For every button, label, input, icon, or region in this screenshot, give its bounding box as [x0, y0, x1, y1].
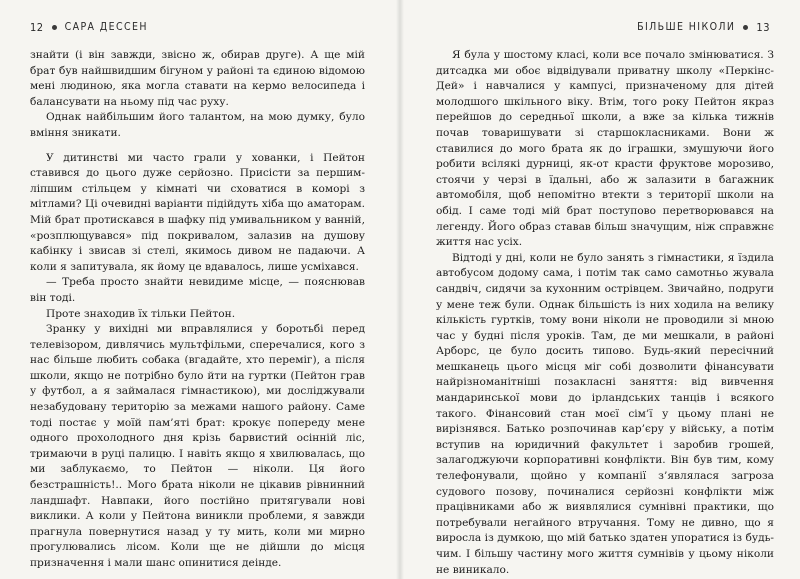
- paragraph: — Треба просто знайти невидиме місце, — пояснював він тоді.: [30, 276, 365, 304]
- left-running-header: [30, 18, 148, 36]
- running-head-author: САРА ДЕССЕН: [64, 21, 148, 33]
- running-head-title: БІЛЬШЕ НІКОЛИ: [637, 21, 736, 33]
- right-running-header: [637, 18, 770, 36]
- right-body-text: [436, 48, 774, 578]
- paragraph: Я була у шостому класі, коли все почало змінюватися. З дитсадка ми обоє відвідували приватну школу «Перкінс-Дей» і навчалися у кампусі, призначеному для дітей молодшого шкільного віку. Втім, того року Пейтон якраз перейшов до середньої школи, а вже за кілька тижнів почав товаришувати зі старшокласниками. Вони ж ставилися до мого брата як до іграшки, змушуючи його робити всілякі дурниці, як-от красти фруктове морозиво, стоячи у черзі в їдальні, або ж залазити в багажник автомобіля, щоб непомітно втекти з території школи на обід. І саме тоді мій брат поступово перетворювався на легенду. Його образ ставав більш значущим, ніж справжнє життя нас усіх.: [436, 49, 774, 249]
- page-gutter: [396, 0, 404, 579]
- bullet-dot-icon: [743, 25, 748, 30]
- left-page: [0, 0, 396, 579]
- page-number: 13: [756, 20, 770, 34]
- left-body-text: [30, 48, 365, 572]
- page-number: 12: [30, 20, 44, 34]
- right-page: [404, 0, 800, 579]
- paragraph: У дитинстві ми часто грали у хованки, і Пейтон ставився до цього дуже серйозно. Присісти за першим-ліпшим стільцем у кімнаті чи сховатися в коморі з мітлами? Ці очевидні варіанти підійдуть хіба що аматорам. Мій брат протискався в шафку під умивальником у ванній, «розплющувався» під покривалом, залазив на душову кабінку і звисав зі стелі, якимось дивом не падаючи. А коли я запитувала, як йому це вдавалось, лише усміхався.: [30, 151, 365, 273]
- paragraph: Однак найбільшим його талантом, на мою думку, було вміння зникати.: [30, 111, 365, 139]
- paragraph: Відтоді у дні, коли не було занять з гімнастики, я їздила автобусом додому сама, і потім так само самотньо жувала сандвіч, сидячи за кухонним острівцем. Звичайно, подруги у мене теж були. Однак більшість із них ходила на велику кількість гуртків, тому вони ніколи не проводили зі мною час у будні після уроків. Там, де ми мешкали, в районі Арборс, це було досить типово. Будь-який пересічний мешканець цього місця міг собі дозволити фінансувати найрізноманітніші позакласні заняття: від вивчення мандаринської мови до ірландських танців і всякого такого. Фінансовий стан моєї сім’ї у цьому плані не вирізнявся. Батько розпочинав кар’єру у війську, а потім вступив на юридичний факультет і заробив грошей, залагоджуючи корпоративні конфлікти. Він був тим, кому телефонували, щойно у компанії з’являлася загроза судового позову, починалися серйозні конфлікти між працівниками або ж виявлялися сумнівні практики, що потребували негайного втручання. Тому не дивно, що я виросла із думкою, що мій батько здатен упоратися із будь-чим. І більшу частину мого життя сумнівів у цьому ніколи не виникало.: [436, 251, 774, 576]
- paragraph: Зранку у вихідні ми вправлялися у боротьбі перед телевізором, дивлячись мультфільми, сперечалися, кого з нас більше любить собака (вгадайте, хто переміг), а після школи, якщо не потрібно було йти на гуртки (Пейтон грав у футбол, а я займалася гімнастикою), ми досліджували незабудовану територію за межами нашого району. Саме тоді постає у моїй пам’яті брат: крокує попереду мене одного прохолодного дня крізь барвистий осінній ліс, тримаючи в руці палицю. І навіть якщо я хвилювалась, що ми заблукаємо, то Пейтон — ніколи. Ця його безстрашність!.. Мого брата ніколи не цікавив рівнинний ландшафт. Навпаки, його постійно притягували нові виклики. А коли у Пейтона виникли проблеми, я завжди прагнула повернутися назад у ту мить, коли ми мирно прогулювались лісом. Коли ще не дійшли до місця призначення і мали шанс опинитися деінде.: [30, 323, 365, 569]
- paragraph: Проте знаходив їх тільки Пейтон.: [46, 307, 236, 320]
- bullet-dot-icon: [52, 25, 57, 30]
- paragraph: знайти (і він завжди, звісно ж, обирав друге). А ще мій брат був найшвидшим бігуном у районі та єдиною відомою мені людиною, яка могла ставати на кермо велосипеда і балансувати на ньому під час руху.: [30, 49, 365, 108]
